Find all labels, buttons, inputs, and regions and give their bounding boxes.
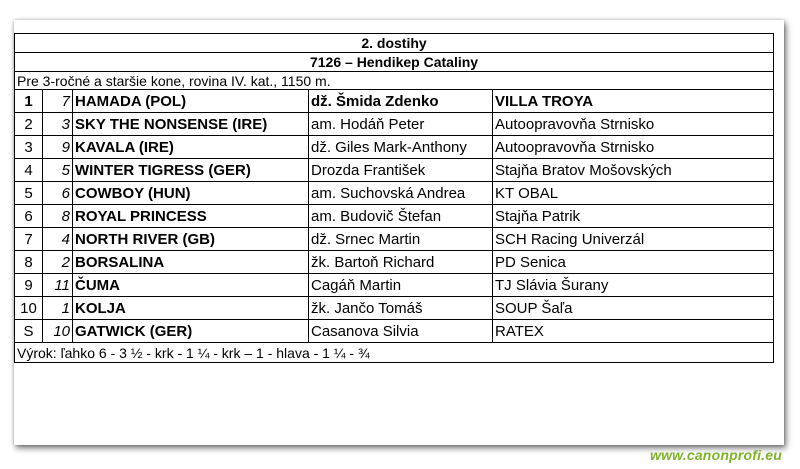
finish-position: 3 <box>15 136 43 159</box>
start-number: 7 <box>43 90 73 113</box>
horse-name: WINTER TIGRESS (GER) <box>73 159 309 182</box>
watermark: www.canonprofi.eu <box>650 447 782 463</box>
owner-name: KT OBAL <box>493 182 774 205</box>
result-row <box>15 205 774 228</box>
jockey-name: dž. Giles Mark-Anthony <box>309 136 493 159</box>
jockey-name: am. Suchovská Andrea <box>309 182 493 205</box>
start-number: 2 <box>43 251 73 274</box>
horse-name: NORTH RIVER (GB) <box>73 228 309 251</box>
start-number: 11 <box>43 274 73 297</box>
owner-name: Stajňa Bratov Mošovských <box>493 159 774 182</box>
horse-name: HAMADA (POL) <box>73 90 309 113</box>
jockey-name: dž. Šmida Zdenko <box>309 90 493 113</box>
horse-name: ČUMA <box>73 274 309 297</box>
finish-position: 5 <box>15 182 43 205</box>
race-number: 2. dostihy <box>15 34 774 53</box>
race-verdict: Výrok: ľahko 6 - 3 ½ - krk - 1 ¼ - krk – 1 - hlava - 1 ¼ - ¾ <box>15 343 774 363</box>
start-number: 8 <box>43 205 73 228</box>
race-results-table <box>14 33 774 363</box>
result-row <box>15 228 774 251</box>
result-row <box>15 136 774 159</box>
owner-name: Autoopravovňa Strnisko <box>493 113 774 136</box>
finish-position: 9 <box>15 274 43 297</box>
jockey-name: žk. Bartoň Richard <box>309 251 493 274</box>
owner-name: SCH Racing Univerzál <box>493 228 774 251</box>
owner-name: VILLA TROYA <box>493 90 774 113</box>
horse-name: BORSALINA <box>73 251 309 274</box>
finish-position: S <box>15 320 43 343</box>
race-conditions: Pre 3-ročné a staršie kone, rovina IV. kat., 1150 m. <box>15 72 774 90</box>
start-number: 3 <box>43 113 73 136</box>
start-number: 1 <box>43 297 73 320</box>
horse-name: KAVALA (IRE) <box>73 136 309 159</box>
jockey-name: am. Hodáň Peter <box>309 113 493 136</box>
jockey-name: Drozda František <box>309 159 493 182</box>
jockey-name: Cagáň Martin <box>309 274 493 297</box>
jockey-name: Casanova Silvia <box>309 320 493 343</box>
owner-name: Autoopravovňa Strnisko <box>493 136 774 159</box>
start-number: 5 <box>43 159 73 182</box>
owner-name: PD Senica <box>493 251 774 274</box>
finish-position: 2 <box>15 113 43 136</box>
result-row <box>15 320 774 343</box>
horse-name: ROYAL PRINCESS <box>73 205 309 228</box>
result-row <box>15 297 774 320</box>
start-number: 10 <box>43 320 73 343</box>
result-row <box>15 274 774 297</box>
owner-name: TJ Slávia Šurany <box>493 274 774 297</box>
jockey-name: am. Budovič Štefan <box>309 205 493 228</box>
owner-name: RATEX <box>493 320 774 343</box>
owner-name: SOUP Šaľa <box>493 297 774 320</box>
horse-name: KOLJA <box>73 297 309 320</box>
finish-position: 4 <box>15 159 43 182</box>
result-row <box>15 182 774 205</box>
finish-position: 1 <box>15 90 43 113</box>
result-row <box>15 90 774 113</box>
result-row <box>15 251 774 274</box>
horse-name: GATWICK (GER) <box>73 320 309 343</box>
start-number: 4 <box>43 228 73 251</box>
finish-position: 7 <box>15 228 43 251</box>
jockey-name: dž. Srnec Martin <box>309 228 493 251</box>
owner-name: Stajňa Patrik <box>493 205 774 228</box>
horse-name: COWBOY (HUN) <box>73 182 309 205</box>
finish-position: 6 <box>15 205 43 228</box>
race-title: 7126 – Hendikep Cataliny <box>15 53 774 72</box>
horse-name: SKY THE NONSENSE (IRE) <box>73 113 309 136</box>
start-number: 9 <box>43 136 73 159</box>
jockey-name: žk. Jančo Tomáš <box>309 297 493 320</box>
finish-position: 10 <box>15 297 43 320</box>
start-number: 6 <box>43 182 73 205</box>
finish-position: 8 <box>15 251 43 274</box>
result-row <box>15 113 774 136</box>
result-row <box>15 159 774 182</box>
